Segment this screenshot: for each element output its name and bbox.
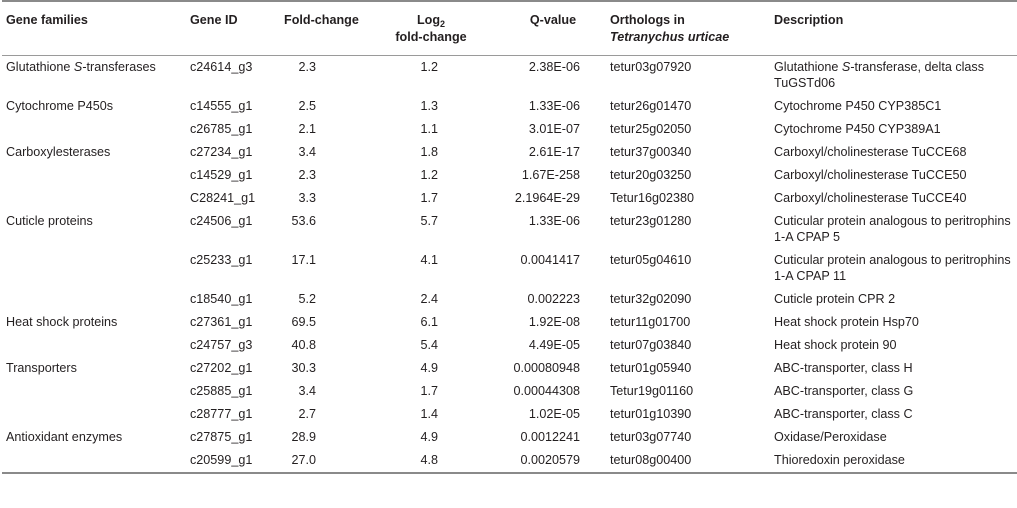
cell-gene-family: Cuticle proteins (6, 214, 93, 228)
cell-q-value: 4.49E-05 (528, 338, 580, 352)
header-gene-families: Gene families (6, 13, 88, 27)
cell-ortholog: tetur26g01470 (610, 99, 692, 113)
cell-ortholog: tetur25g02050 (610, 122, 692, 136)
cell-gene-family (2, 164, 190, 187)
cell-ortholog: tetur03g07740 (610, 430, 692, 444)
cell-q-value: 1.92E-08 (528, 315, 580, 329)
cell-ortholog: Tetur19g01160 (610, 384, 694, 398)
cell-fold-change: 27.0 (291, 453, 316, 467)
cell-description (774, 187, 1017, 210)
table-row (2, 164, 1017, 187)
cell-gene-id: c25233_g1 (190, 253, 253, 267)
cell-gene-family (2, 334, 190, 357)
description-text: Carboxyl/cholinesterase TuCCE68 (774, 145, 967, 159)
cell-gene-family (2, 187, 190, 210)
description-text: Cuticular protein analogous to peritrophins (774, 214, 1011, 228)
cell-description (774, 56, 1017, 96)
cell-ortholog: tetur01g05940 (610, 361, 692, 375)
description-line2: 1-A CPAP 11 (774, 269, 847, 283)
cell-log2-fold-change: 1.1 (420, 122, 438, 136)
cell-ortholog: tetur01g10390 (610, 407, 692, 421)
description-text: Oxidase/Peroxidase (774, 430, 887, 444)
cell-log2-fold-change: 5.4 (420, 338, 438, 352)
cell-q-value: 0.0020579 (520, 453, 580, 467)
cell-gene-family: Antioxidant enzymes (6, 430, 123, 444)
cell-log2-fold-change: 4.9 (420, 430, 438, 444)
cell-fold-change: 28.9 (291, 430, 316, 444)
header-log-line2: fold-change (395, 30, 467, 44)
cell-gene-family (2, 56, 190, 96)
cell-fold-change: 5.2 (298, 292, 316, 306)
cell-gene-id: c26785_g1 (190, 122, 253, 136)
table-body (2, 56, 1017, 474)
description-text: ABC-transporter, class C (774, 407, 913, 421)
cell-gene-id: c14555_g1 (190, 99, 253, 113)
cell-ortholog: tetur20g03250 (610, 168, 692, 182)
cell-q-value: 1.33E-06 (528, 99, 580, 113)
cell-q-value: 0.002223 (527, 292, 580, 306)
description-text: Heat shock protein Hsp70 (774, 315, 919, 329)
description-italic: S (841, 60, 851, 74)
cell-description (774, 288, 1017, 311)
description-line2: 1-A CPAP 5 (774, 230, 841, 244)
table-row (2, 141, 1017, 164)
cell-q-value: 1.67E-258 (521, 168, 580, 182)
header-orthologs-species: Tetranychus urticae (610, 30, 730, 44)
gene-table (2, 0, 1017, 474)
cell-gene-id: c28777_g1 (190, 407, 253, 421)
cell-q-value: 2.61E-17 (528, 145, 580, 159)
cell-log2-fold-change: 4.9 (420, 361, 438, 375)
description-text: Cytochrome P450 CYP385C1 (774, 99, 942, 113)
cell-ortholog: tetur05g04610 (610, 253, 692, 267)
cell-gene-family: Heat shock proteins (6, 315, 118, 329)
cell-gene-family: Transporters (6, 361, 77, 375)
table-row (2, 426, 1017, 449)
table-row (2, 311, 1017, 334)
description-text: Heat shock protein 90 (774, 338, 897, 352)
cell-fold-change: 3.4 (298, 384, 316, 398)
gene-family-italic: S (73, 60, 83, 74)
description-text: Cuticle protein CPR 2 (774, 292, 896, 306)
cell-description (774, 164, 1017, 187)
cell-description (774, 334, 1017, 357)
cell-gene-id: c24506_g1 (190, 214, 253, 228)
header-description: Description (774, 13, 844, 27)
description-text: Thioredoxin peroxidase (774, 453, 905, 467)
cell-gene-id: c27875_g1 (190, 430, 253, 444)
cell-fold-change: 30.3 (291, 361, 316, 375)
cell-description (774, 357, 1017, 380)
table-row (2, 334, 1017, 357)
description-text: Carboxyl/cholinesterase TuCCE40 (774, 191, 967, 205)
table-row (2, 288, 1017, 311)
cell-description (774, 380, 1017, 403)
gene-family-text: Glutathione (6, 60, 74, 74)
cell-description (774, 210, 1017, 249)
cell-fold-change: 69.5 (291, 315, 316, 329)
description-text: Carboxyl/cholinesterase TuCCE50 (774, 168, 967, 182)
cell-log2-fold-change: 1.2 (420, 168, 438, 182)
cell-gene-id: c27361_g1 (190, 315, 253, 329)
cell-fold-change: 2.3 (298, 60, 316, 74)
header-row (2, 1, 1017, 56)
description-text: Glutathione (774, 60, 842, 74)
cell-ortholog: tetur08g00400 (610, 453, 692, 467)
description-text: ABC-transporter, class G (774, 384, 914, 398)
cell-description (774, 95, 1017, 118)
cell-fold-change: 2.5 (298, 99, 316, 113)
cell-gene-family (2, 249, 190, 288)
table-row (2, 187, 1017, 210)
description-rest: -transferase, delta class (850, 60, 985, 74)
table-row (2, 210, 1017, 249)
cell-log2-fold-change: 4.1 (420, 253, 438, 267)
description-line2: TuGSTd06 (774, 76, 836, 90)
gene-family-rest: -transferases (82, 60, 156, 74)
cell-gene-family: Carboxylesterases (6, 145, 111, 159)
cell-gene-family (2, 449, 190, 473)
cell-gene-family (2, 380, 190, 403)
cell-log2-fold-change: 1.4 (420, 407, 438, 421)
cell-fold-change: 17.1 (291, 253, 316, 267)
header-q-value: Q-value (529, 13, 577, 27)
cell-q-value: 0.00080948 (513, 361, 580, 375)
cell-gene-family (2, 403, 190, 426)
cell-log2-fold-change: 5.7 (420, 214, 438, 228)
table-row (2, 56, 1017, 96)
cell-ortholog: tetur32g02090 (610, 292, 692, 306)
cell-description (774, 249, 1017, 288)
cell-gene-id: c18540_g1 (190, 292, 253, 306)
cell-q-value: 2.1964E-29 (514, 191, 580, 205)
cell-fold-change: 3.3 (298, 191, 316, 205)
description-text: Cytochrome P450 CYP389A1 (774, 122, 941, 136)
cell-description (774, 311, 1017, 334)
cell-q-value: 1.02E-05 (528, 407, 580, 421)
cell-gene-family: Cytochrome P450s (6, 99, 114, 113)
cell-gene-id: c14529_g1 (190, 168, 253, 182)
cell-gene-id: c27234_g1 (190, 145, 253, 159)
table-row (2, 380, 1017, 403)
cell-gene-id: c27202_g1 (190, 361, 253, 375)
header-fold-change: Fold-change (284, 13, 359, 27)
cell-log2-fold-change: 1.7 (420, 384, 438, 398)
cell-description (774, 403, 1017, 426)
cell-log2-fold-change: 1.7 (420, 191, 438, 205)
description-text: Cuticular protein analogous to peritrophins (774, 253, 1011, 267)
cell-gene-id: c20599_g1 (190, 453, 253, 467)
table-row (2, 357, 1017, 380)
cell-q-value: 2.38E-06 (528, 60, 580, 74)
table-row (2, 249, 1017, 288)
cell-gene-id: c24757_g3 (190, 338, 253, 352)
cell-gene-id: C28241_g1 (190, 191, 256, 205)
cell-fold-change: 40.8 (291, 338, 316, 352)
cell-gene-family (2, 288, 190, 311)
cell-fold-change: 2.7 (298, 407, 316, 421)
table-row (2, 118, 1017, 141)
header-gene-id: Gene ID (190, 13, 238, 27)
cell-fold-change: 2.1 (298, 122, 316, 136)
cell-q-value: 1.33E-06 (528, 214, 580, 228)
cell-fold-change: 53.6 (291, 214, 316, 228)
description-text: ABC-transporter, class H (774, 361, 913, 375)
cell-log2-fold-change: 1.2 (420, 60, 438, 74)
cell-gene-id: c24614_g3 (190, 60, 253, 74)
cell-ortholog: tetur03g07920 (610, 60, 692, 74)
cell-gene-id: c25885_g1 (190, 384, 253, 398)
cell-ortholog: tetur11g01700 (610, 315, 691, 329)
cell-log2-fold-change: 2.4 (420, 292, 438, 306)
cell-log2-fold-change: 6.1 (420, 315, 438, 329)
cell-log2-fold-change: 4.8 (420, 453, 438, 467)
table-row (2, 95, 1017, 118)
cell-fold-change: 3.4 (298, 145, 316, 159)
cell-ortholog: tetur07g03840 (610, 338, 692, 352)
header-orthologs-line1: Orthologs in (610, 13, 685, 27)
cell-gene-family (2, 118, 190, 141)
cell-q-value: 3.01E-07 (528, 122, 580, 136)
cell-description (774, 118, 1017, 141)
cell-q-value: 0.0041417 (520, 253, 580, 267)
table-row (2, 449, 1017, 473)
cell-description (774, 141, 1017, 164)
cell-q-value: 0.0012241 (520, 430, 580, 444)
cell-description (774, 426, 1017, 449)
cell-description (774, 449, 1017, 473)
cell-log2-fold-change: 1.8 (420, 145, 438, 159)
cell-q-value: 0.00044308 (513, 384, 580, 398)
header-log2-fold-change (374, 1, 496, 56)
cell-fold-change: 2.3 (298, 168, 316, 182)
cell-ortholog: tetur23g01280 (610, 214, 692, 228)
header-log-subscript: 2 (440, 19, 446, 29)
table-row (2, 403, 1017, 426)
table-header (2, 1, 1017, 56)
header-orthologs (610, 1, 774, 56)
cell-log2-fold-change: 1.3 (420, 99, 438, 113)
cell-ortholog: tetur37g00340 (610, 145, 692, 159)
cell-ortholog: Tetur16g02380 (610, 191, 695, 205)
header-log-text: Log (416, 13, 441, 27)
